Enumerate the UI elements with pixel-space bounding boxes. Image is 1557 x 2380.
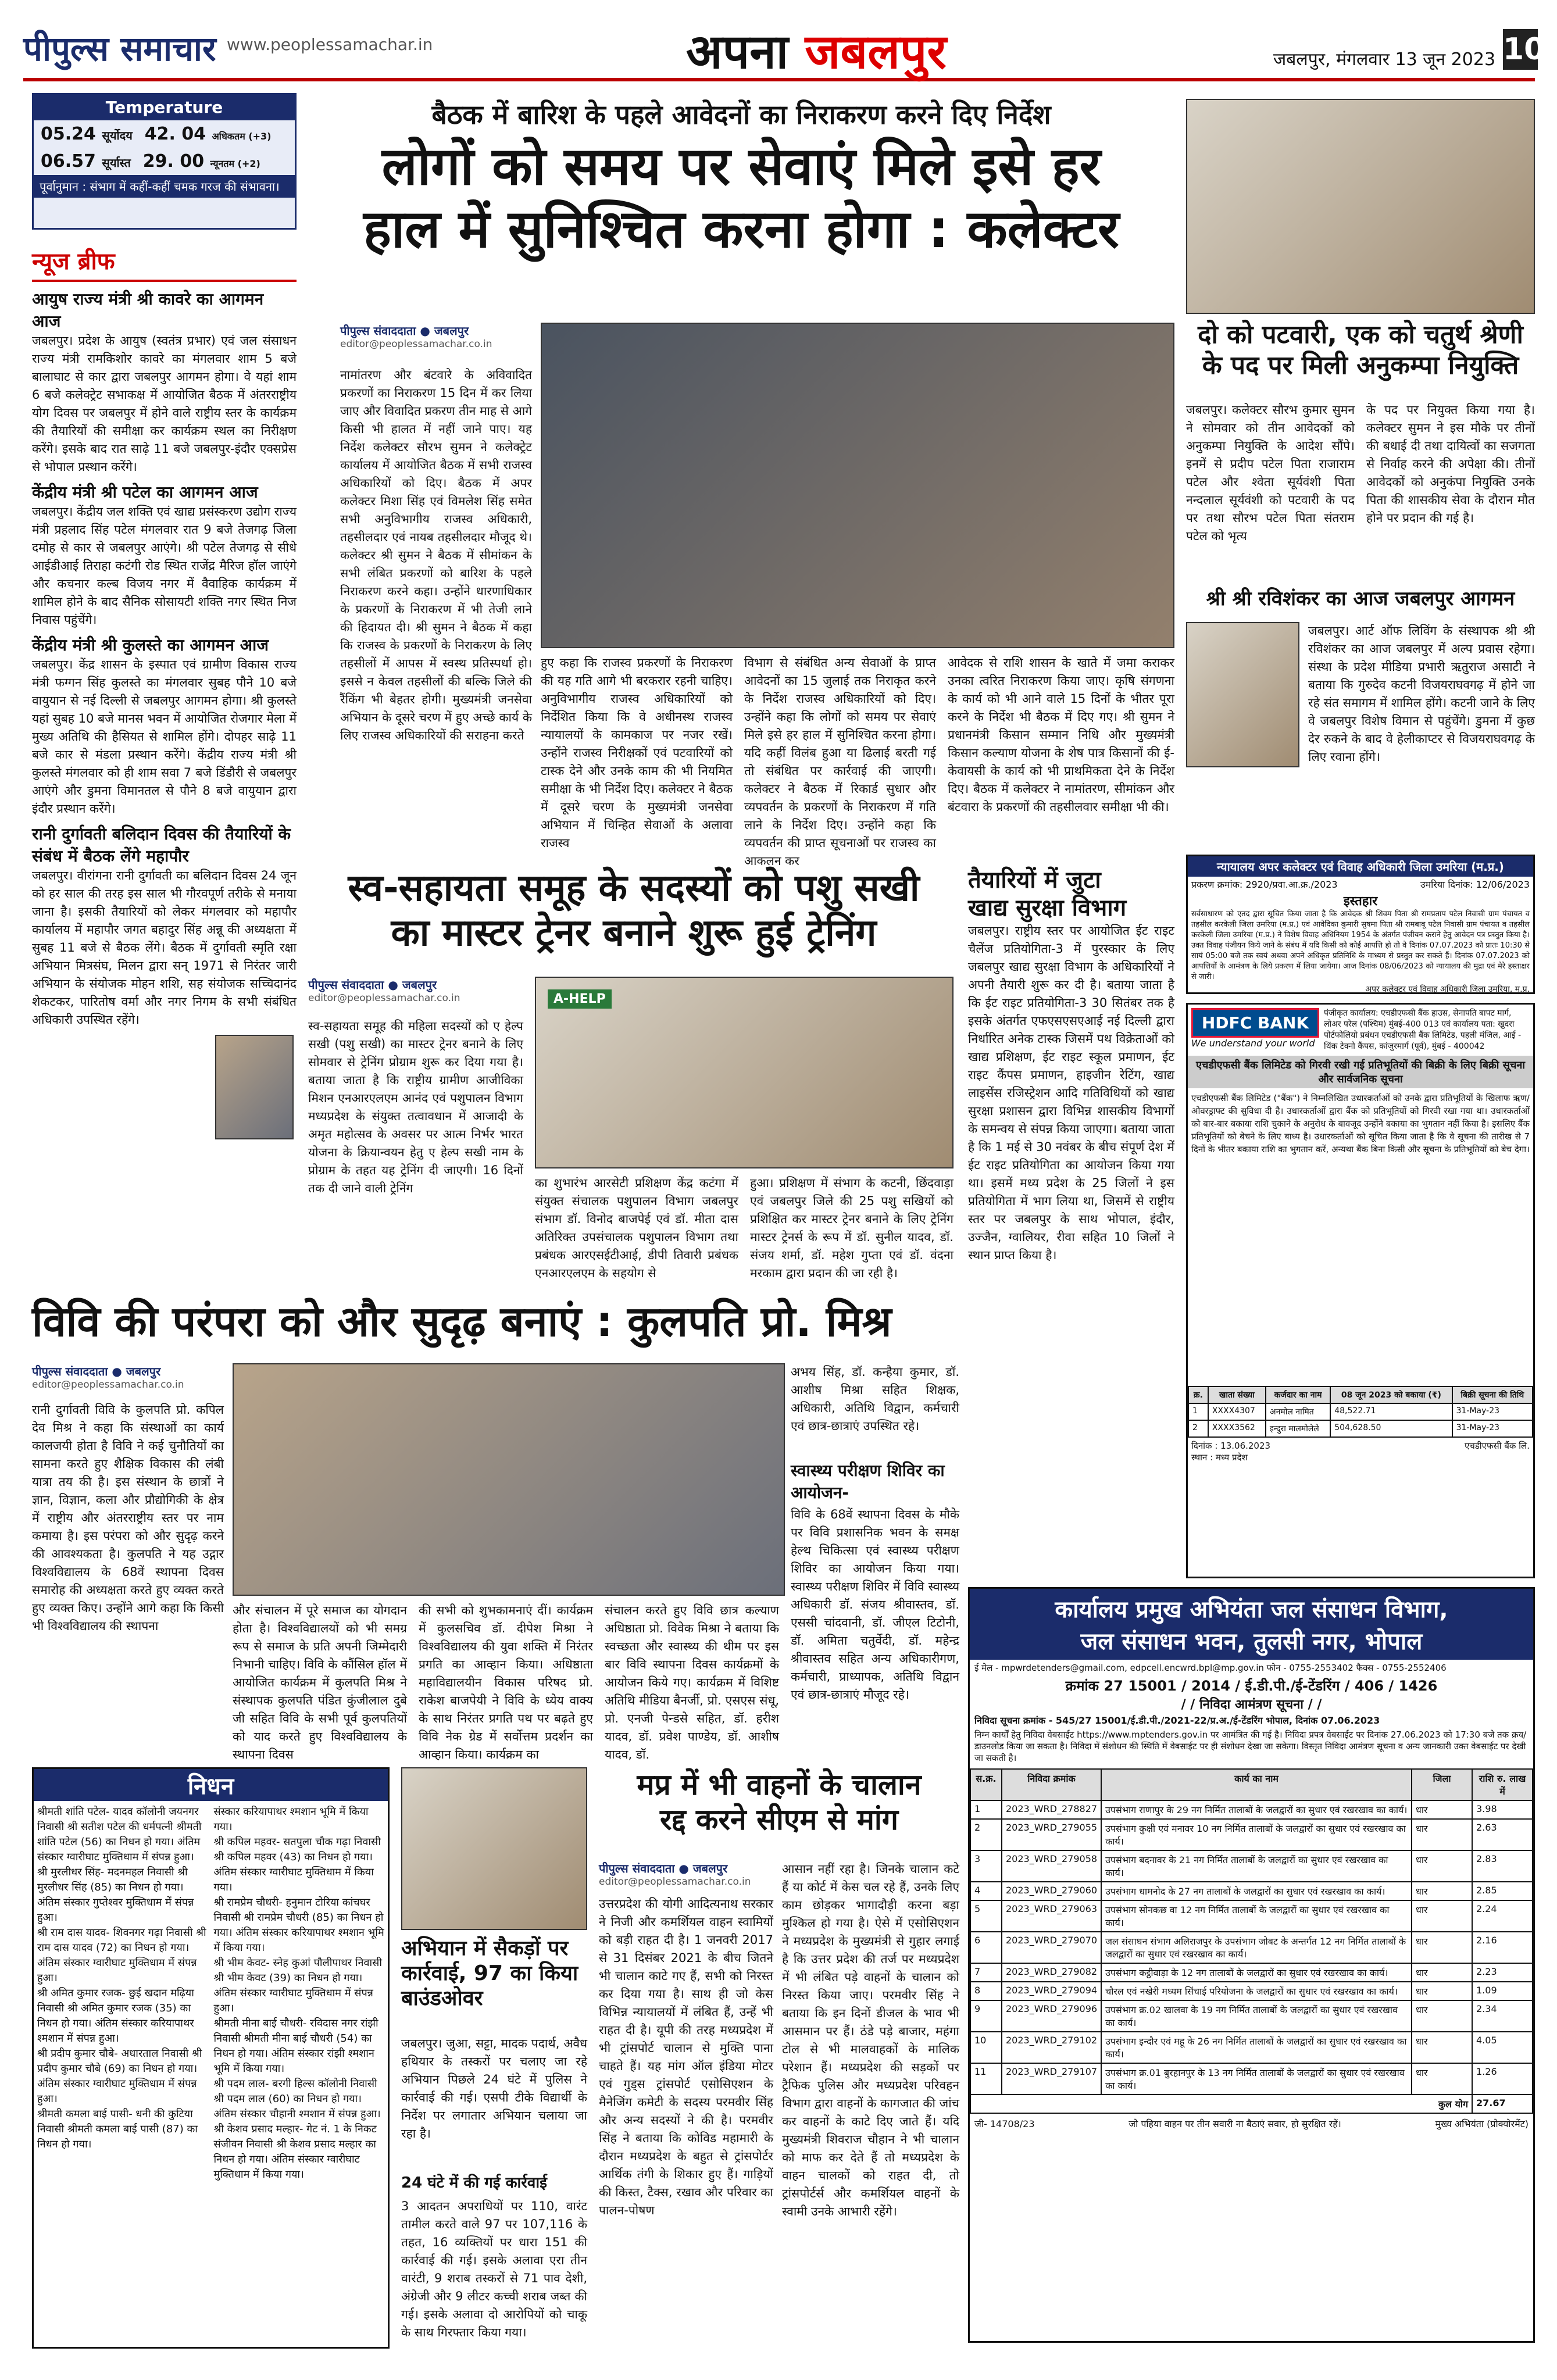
- obituary-item: संस्कार करियापाथर श्मशान भूमि में किया गया।: [213, 1806, 369, 1833]
- cell: 3.98: [1472, 1800, 1533, 1819]
- food-safety-story: [968, 866, 1174, 1527]
- website-link[interactable]: www.peoplessamachar.in: [227, 35, 433, 54]
- issue-date: जबलपुर, मंगलवार 13 जून 2023: [1273, 49, 1496, 70]
- cell: उपसंभाग सोनकछ वा 12 नग निर्मित तालाबों के जलद्वारों का सुधार एवं रखरखाव का कार्य।: [1101, 1900, 1412, 1932]
- email-link[interactable]: editor@peoplessamachar.co.in: [308, 992, 460, 1004]
- lead-story: [308, 99, 1174, 261]
- cell: 2023_WRD_279096: [1002, 2000, 1101, 2032]
- sunset-time: 06.57: [41, 151, 96, 171]
- hdfc-body: एचडीएफसी बैंक लिमिटेड ("बैंक") ने निम्नलिखित उधारकर्ताओं को उनके द्वारा प्रतिभूतियों के खिलाफ ऋण/ओवरड्राफ्ट की सुविधा दी है। उधारकर्ताओं द्वारा बैंक को प्रतिभूतियों को गिरवी रखा गया था। उधारकर्ताओं को बार-बार बकाया राशि चुकाने के अनुरोध के बावजूद उन्होंने बकाया का भुगतान नहीं किया है। इसलिए बैंक प्रतिभूतियों को बेचने के लिए बाध्य है। उधारकर्ताओं को सूचित किया जाता है कि वे सूचना की तारीख से 7 दिनों के भीतर बकाया राशि का भुगतान करें, अन्यथा बैंक बिना किसी और सूचना के प्रतिभूतियों को बेच देगा।: [1191, 1093, 1530, 1155]
- page-number: 10: [1503, 29, 1538, 70]
- tender-th: कार्य का नाम: [1101, 1769, 1412, 1800]
- obituary-item: श्रीमती शांति पटेल- यादव कॉलोनी जयनगर निवासी श्री सतीश पटेल की धर्मपत्नी श्रीमती शांति पटेल (56) का निधन हो गया। अंतिम संस्कार ग्वारीघाट मुक्तिधाम में संपन्न हुआ।: [37, 1806, 202, 1863]
- cell: 1.26: [1472, 2063, 1533, 2095]
- appointment-photo: [1186, 99, 1535, 314]
- obituary-item: श्रीमती मीना बाई चौधरी- रविदास नगर रांझी निवासी श्रीमती मीना बाई चौधरी (54) का निधन हो गया। अंतिम संस्कार रांझी श्मशान भूमि में किया गया।: [213, 2017, 378, 2075]
- cell: 2023_WRD_279082: [1002, 1963, 1101, 1982]
- cell: 11: [970, 2063, 1002, 2095]
- table-row: [970, 1963, 1533, 1982]
- email-link[interactable]: editor@peoplessamachar.co.in: [599, 1876, 751, 1888]
- tender-intro: निम्न कार्यों हेतु निविदा वेबसाईट https://www.mptenders.gov.in पर आमंत्रित की गई है। निविदा प्रपत्र वेबसाईट पर दिनांक 27.06.2023 को 17:30 बजे तक क्रय/डाउनलोड किया जा सकता है। निविदा में संशोधन की स्थिति में वेबसाईट पर ही संशोधन देखा जा सकेगा। विस्तृत निविदा आमंत्रण सूचना व अन्य जानकारी उक्त वेबसाईट पर देखी जा सकती है।: [974, 1729, 1527, 1763]
- obituary-item: श्री केशव प्रसाद मल्हार- गेट नं. 1 के निकट संजीवन निवासी श्री केशव प्रसाद मल्हार का निधन हो गया। अंतिम संस्कार ग्वारीघाट मुक्तिधाम में किया गया।: [213, 2123, 377, 2181]
- forecast: पूर्वानुमान : संभाग में कहीं-कहीं चमक गरज की संभावना।: [34, 175, 295, 198]
- temperature-box: [32, 93, 297, 230]
- obituary-item: श्री मुरलीधर सिंह- मदनमहल निवासी श्री मुरलीधर सिंह (85) का निधन हो गया। अंतिम संस्कार गुप्तेश्वर मुक्तिधाम में संपन्न हुआ।: [37, 1866, 194, 1924]
- max-temp: 42. 04: [144, 124, 206, 144]
- cell: धार: [1412, 1800, 1472, 1819]
- cell: 1: [970, 1800, 1002, 1819]
- hdfc-th: क्र.: [1188, 1386, 1208, 1403]
- brief-body: जबलपुर। वीरांगना रानी दुर्गावती का बलिदान दिवस 24 जून को हर साल की तरह इस साल भी गौरवपूर्ण तरीके से मनाया जाना है। इसकी तैयारियों को लेकर मंगलवार को महापौर कार्यालय में महापौर जगत बहादुर सिंह अन्नू की अध्यक्षता में सुबह 11 बजे से बैठक लेंगे। बैठक में दुर्गावती स्मृति रक्षा अभियान मित्रसंघ, मिलन द्वारा सन् 1971 से निरंतर जारी अभियान के संयोजक मोहन शशि, सह संयोजक सच्चिदानंद शेकटकर, पारितोष वर्मा और नगर निगम के सभी संबंधित अधिकारी उपस्थित रहेंगे।: [32, 869, 297, 1027]
- shg-col-1: स्व-सहायता समूह की महिला सदस्यों को ए हेल्प सखी (पशु सखी) का मास्टर ट्रेनर बनाने के लिए सोमवार से ट्रेनिंग प्रोग्राम शुरू कर दिया गया है। बताया जाता है कि राष्ट्रीय ग्रामीण आजीविका मिशन एनआरएलएम आनंद एवं पशुपालन विभाग मध्यप्रदेश के संयुक्त तत्वावधान में आजादी के अमृत महोत्सव के अवसर पर आत्म निर्भर भारत योजना के क्रियान्वयन हेतु ए हेल्प सखी नाम के प्रोग्राम के तहत यह ट्रेनिंग दी जाएगी। 16 दिनों तक दी जाने वाली ट्रेनिंग: [308, 1019, 523, 1195]
- cell: 2.63: [1472, 1819, 1533, 1850]
- cell: 2.23: [1472, 1963, 1533, 1982]
- ravishankar-headline: श्री श्री रविशंकर का आज जबलपुर आगमन: [1206, 587, 1515, 610]
- shg-story: [308, 866, 959, 956]
- hdfc-notice-title: एचडीएफसी बैंक लिमिटेड को गिरवी रखी गई प्रतिभूतियों की बिक्री के लिए बिक्री सूचना और सार्वजनिक सूचना: [1188, 1056, 1533, 1088]
- cell: उपसंभाग क्र.02 खालवा के 19 नग निर्मित तालाबों के जलद्वारों का सुधार एवं रखरखाव का कार्य।: [1101, 2000, 1412, 2032]
- cell: 2023_WRD_279055: [1002, 1819, 1101, 1850]
- case-number: प्रकरण क्रमांक: 2920/प्रवा.आ.क्र./2023: [1191, 879, 1338, 890]
- tender-th: निविदा क्रमांक: [1002, 1769, 1101, 1800]
- cell: धार: [1412, 1882, 1472, 1900]
- cell: 2023_WRD_279070: [1002, 1932, 1101, 1963]
- cell: धार: [1412, 1982, 1472, 2000]
- table-row: [970, 2063, 1533, 2095]
- lead-col-4: आवेदक से राशि शासन के खाते में जमा कराकर उनका त्वरित निराकरण किया जाए। कृषि संगणना के कार्य को भी आने वाले 15 दिनों के भीतर पूरा करने के निर्देश भी बैठक में दिए गए। श्री सुमन ने प्रधानमंत्री किसान सम्मान निधि और मुख्यमंत्री किसान कल्याण योजना के शेष पात्र किसानों की ई-केवायसी के कार्य को भी प्राथमिकता देने के निर्देश दिए। बैठक में कलेक्टर ने नामांतरण, सीमांकन और बंटवारा के प्रकरणों की तहसीलवार समीक्षा भी की।: [948, 656, 1174, 814]
- obituary-item: श्री अमित कुमार रजक- छुई खदान मढ़िया निवासी श्री अमित कुमार रजक (35) का निधन हो गया। अंतिम संस्कार करियापाथर श्मशान में संपन्न हुआ।: [37, 1987, 194, 2045]
- obituary-item: श्री कपिल महवर- सतपुला चौक गढ़ा निवासी श्री कपिल महवर (43) का निधन हो गया। अंतिम संस्कार ग्वारीघाट मुक्तिधाम में किया गया।: [213, 1836, 381, 1893]
- campaign-body-2: 3 आदतन अपराधियों पर 110, वारंट तामील करते वाले 97 पर 107,116 के तहत, 16 व्यक्तियों पर धारा 151 की कार्रवाई की गई। इसके अलावा एरा तीन वारंटी, 9 शराब तस्करों से 71 पाव देशी, अंग्रेजी और 9 लीटर कच्ची शराब जब्त की गई। इसके अलावा दो आरोपियों को चाकू के साथ गिरफ्तार किया गया।: [401, 2199, 587, 2339]
- mpr-story: [599, 1767, 959, 1837]
- sunrise-label: सूर्योदय: [102, 128, 133, 142]
- sunset-row: [34, 148, 295, 175]
- lead-byline-box: [340, 323, 549, 350]
- temperature-title: Temperature: [34, 95, 295, 120]
- tender-table: [970, 1768, 1533, 2114]
- obituary-item: श्रीमती कमला बाई पासी- धनी की कुटिया निवासी श्रीमती कमला बाई पासी (87) का निधन हो गया।: [37, 2108, 198, 2150]
- table-row: [1188, 1403, 1533, 1420]
- min-temp: 29. 00: [142, 151, 205, 171]
- total-label: कुल योग: [970, 2095, 1472, 2113]
- brief-headline: केंद्रीय मंत्री श्री पटेल का आगमन आज: [32, 483, 258, 502]
- vc-col-5: अभय सिंह, डॉ. कन्हैया कुमार, डॉ. आशीष मिश्रा सहित शिक्षक, अधिकारी, अतिथि विद्वान, कर्मचारी एवं छात्र-छात्राएं उपस्थित रहे।: [791, 1365, 959, 1433]
- cell: 2.24: [1472, 1900, 1533, 1932]
- brief-body: जबलपुर। प्रदेश के आयुष (स्वतंत्र प्रभार) एवं जल संसाधन राज्य मंत्री रामकिशोर कावरे का मंगलवार शाम 5 बजे बालाघाट से कार द्वारा जबलपुर आगमन होगा। वे यहां शाम 6 बजे कलेक्ट्रेट सभाकक्ष में आयोजित बैठक में अंतरराष्ट्रीय योग दिवस पर जबलपुर में होने वाले राष्ट्रीय स्तर के कार्यक्रम की तैयारियों की समीक्षा कर कार्यक्रम स्थल का निरीक्षण करेंगे। इसके बाद रात साढ़े 11 बजे जबलपुर-इंदौर एक्सप्रेस से भोपाल प्रस्थान करेंगे।: [32, 334, 297, 474]
- section-title: [686, 17, 947, 83]
- lead-kicker: बैठक में बारिश के पहले आवेदनों का निराकरण करने दिए निर्देश: [431, 99, 1051, 130]
- lead-col-2: हुए कहा कि राजस्व प्रकरणों के निराकरण की यह गति आगे भी बरकरार रहनी चाहिए। अनुविभागीय राजस्व अधिकारियों को निर्देशित किया कि वे अधीनस्थ राजस्व न्यायालयों के कामकाज पर नजर रखें। उन्होंने राजस्व निरीक्षकों एवं पटवारियों को टास्क देने और उनके काम की भी नियमित समीक्षा के भी निर्देश दिए। कलेक्टर ने बैठक में दूसरे चरण के मुख्यमंत्री जनसेवा अभियान में चिन्हित सेवाओं के अलावा राजस्व: [541, 656, 733, 850]
- hdfc-table: [1188, 1386, 1533, 1438]
- cell: 6: [970, 1932, 1002, 1963]
- cell: उपसंभाग इन्दौर एवं महू के 26 नग निर्मित तालाबों के जलद्वारों का सुधार एवं रखरखाव का कार्य।: [1101, 2032, 1412, 2063]
- mpr-headline-2: रद्द करने सीएम से मांग: [660, 1803, 898, 1836]
- cell: 9: [970, 2000, 1002, 2032]
- notice-title: इस्तहार: [1343, 894, 1378, 909]
- hdfc-notice: [1186, 1003, 1535, 1578]
- hdfc-cell: 48,522.71: [1330, 1403, 1452, 1420]
- ravishankar-photo: [1186, 622, 1299, 767]
- tender-th: जिला: [1412, 1769, 1472, 1800]
- shg-col-2: का शुभारंभ आरसेटी प्रशिक्षण केंद्र कटंगा में संयुक्त संचालक पशुपालन विभाग जबलपुर संभाग डॉ. विनोद बाजपेई एवं डॉ. मीता दास अतिरिक्त उपसंचालक पशुपालन विभाग तथा प्रबंधक आरएसईटीआई, डीपी तिवारी प्रबंधक एनआरएलएम के सहयोग से: [535, 1176, 738, 1280]
- cell: 2023_WRD_279107: [1002, 2063, 1101, 2095]
- tender-th: स.क्र.: [970, 1769, 1002, 1800]
- brief-body: जबलपुर। केंद्रीय जल शक्ति एवं खाद्य प्रसंस्करण उद्योग राज्य मंत्री प्रहलाद सिंह पटेल मंगलवार रात 9 बजे तेजगढ़ जिला दमोह से कार से जबलपुर आएंगे। श्री पटेल तेजगढ़ से सीधे आईडीआई तिराहा कटंगी रोड स्थित राजेंद्र मैरिज हॉल जाएंगे और कचनार कल्ब विजय नगर में वैवाहिक कार्यक्रम में शामिल होने के बाद सैनिक सोसायटी शक्ति नगर स्थित निज निवास पहुंचेंगे।: [32, 505, 297, 627]
- max-label: अधिकतम (+3): [212, 131, 272, 142]
- table-row: [970, 1882, 1533, 1900]
- hdfc-tagline: We understand your world: [1191, 1038, 1315, 1049]
- cell: धार: [1412, 2063, 1472, 2095]
- cell: धार: [1412, 1900, 1472, 1932]
- brief-headline: केंद्रीय मंत्री श्री कुलस्ते का आगमन आज: [32, 635, 269, 655]
- vc-col-1: रानी दुर्गावती विवि के कुलपति प्रो. कपिल देव मिश्र ने कहा कि संस्थाओं का कार्य कालजयी होता है विवि ने कई चुनौतियों का सामना करते हुए शैक्षिक विकास की लंबी यात्रा तय की है। इस संस्थान के छात्रों ने ज्ञान, विज्ञान, कला और प्रौद्योगिकी के क्षेत्र में राष्ट्रीय और अंतरराष्ट्रीय स्तर पर नाम कमाया है। इस परंपरा को और सुदृढ़ करने की आवश्यकता है। कुलपति ने यह उद्गार विश्वविद्यालय के 68वें स्थापना दिवस समारोह की अध्यक्षता करते हुए व्यक्त करते हुए व्यक्त किए। उन्होंने आगे कहा कि किसी भी विश्वविद्यालय की स्थापना: [32, 1403, 224, 1633]
- cell: उपसंभाग धामनोद के 27 नग तालाबों के जलद्वारों का सुधार एवं रखरखाव का कार्य।: [1101, 1882, 1412, 1900]
- hdfc-th: बिक्री सूचना की तिथि: [1452, 1386, 1533, 1403]
- shg-headline-2: का मास्टर ट्रेनर बनाने शुरू हुई ट्रेनिंग: [391, 911, 877, 955]
- tender-footer-right: मुख्य अभियंता (प्रोक्योरमेंट): [1435, 2118, 1529, 2129]
- hdfc-cell: इन्दुरा मालमोलेले: [1266, 1420, 1330, 1437]
- food-headline-1: तैयारियों में जुटा: [968, 867, 1101, 894]
- cell: धार: [1412, 2032, 1472, 2063]
- obituary-item: श्री पदम लाल- बरगी हिल्स कॉलोनी निवासी श्री पदम लाल (60) का निधन हो गया। अंतिम संस्कार चौहानी श्मशान में संपन्न हुआ।: [213, 2078, 381, 2120]
- suspect-photo: [401, 1767, 587, 1930]
- campaign-sub: 24 घंटे में की गई कार्रवाई: [401, 2174, 547, 2192]
- vc-col-4: संचालन करते हुए विवि छात्र कल्याण अधिष्ठाता प्रो. विवेक मिश्रा ने बताया कि स्वच्छता और स्वास्थ्य की थीम पर इस बार विवि स्थापना दिवस कार्यक्रमों के आयोजन किये गए। कार्यक्रम में विशिष्ट अतिथि मीडिया बैनर्जी, प्रो. एसएस संधू, प्रो. एनजी पेन्डसे सहित, डॉ. हरीश यादव, डॉ. प्रवेश पाण्डेय, डॉ. आशीष यादव, डॉ.: [605, 1603, 779, 1761]
- cell: उपसंभाग राणापुर के 29 नग निर्मित तालाबों के जलद्वारों का सुधार एवं रखरखाव का कार्य।: [1101, 1800, 1412, 1819]
- table-row: [970, 1819, 1533, 1850]
- cell: 2023_WRD_279058: [1002, 1850, 1101, 1882]
- table-row: [970, 2000, 1533, 2032]
- shg-headline-1: स्व-सहायता समूह के सदस्यों को पशु सखी: [348, 867, 920, 910]
- mpr-col-1: उत्तरप्रदेश की योगी आदित्यनाथ सरकार ने निजी और कमर्शियल वाहन स्वामियों को बड़ी राहत दी है। 1 जनवरी 2017 से 31 दिसंबर 2021 के बीच जितने भी चालान काटे गए हैं, सभी को निरस्त कर दिया गया है। साथ ही जो केस विभिन्न न्यायालयों में लंबित हैं, उन्हें भी राहत दी है। यूपी की तरह मध्यप्रदेश में भी ट्रांसपोर्ट चालान से मुक्ति पाना चाहते हैं। यह मांग ऑल इंडिया मोटर एवं गुड्स ट्रांसपोर्ट एसोसिएशन के मैनेजिंग कमेटी के सदस्य परमवीर सिंह और अन्य सदस्यों ने की है। परमवीर सिंह ने बताया कि कोविड महामारी के दौरान मध्यप्रदेश के बहुत से ट्रांसपोर्टर आर्थिक तंगी के शिकार हुए हैं। गाड़ियों की किस्त, टैक्स, रखाव और परिवार का पालन-पोषण: [599, 1897, 773, 2217]
- sunset-label: सूर्यास्त: [102, 156, 131, 170]
- cell: 2.34: [1472, 2000, 1533, 2032]
- cell: 1.09: [1472, 1982, 1533, 2000]
- newspaper-logo[interactable]: पीपुल्स समाचार: [23, 29, 216, 69]
- campaign-story: [401, 1936, 587, 2011]
- hdfc-date: दिनांक : 13.06.2023: [1191, 1441, 1271, 1451]
- obituary-item: श्री प्रदीप कुमार चौबे- अधारताल निवासी श्री प्रदीप कुमार चौबे (69) का निधन हो गया। अंतिम संस्कार ग्वारीघाट मुक्तिधाम में संपन्न हुआ।: [37, 2047, 202, 2105]
- news-brief: [32, 244, 297, 1349]
- section-title-a: अपना: [686, 24, 788, 80]
- cell: 7: [970, 1963, 1002, 1982]
- cell: 4.05: [1472, 2032, 1533, 2063]
- vc-headline: विवि की परंपरा को और सुदृढ़ बनाएं : कुलपति प्रो. मिश्र: [32, 1297, 892, 1346]
- hdfc-cell: अनमोल नामित: [1266, 1403, 1330, 1420]
- cell: उपसंभाग बदनावर के 21 नग निर्मित तालाबों के जलद्वारों का सुधार एवं रखरखाव का कार्य।: [1101, 1850, 1412, 1882]
- cell: जल संसाधन संभाग अलिराजपुर के उपसंभाग जोबट के अन्तर्गत 12 नग निर्मित तालाबों के जलद्वारों का सुधार एवं रखरखाव का कार्य।: [1101, 1932, 1412, 1963]
- health-camp-head: स्वास्थ्य परीक्षण शिविर का आयोजन-: [791, 1461, 945, 1502]
- obituary-item: श्री रामप्रेम चौधरी- हनुमान टोरिया कांचघर निवासी श्री रामप्रेम चौधरी (85) का निधन हो गया। अंतिम संस्कार करियापाथर श्मशान भूमि में किया गया।: [213, 1896, 384, 1954]
- news-brief-label: न्यूज ब्रीफ: [32, 248, 115, 275]
- cell: 5: [970, 1900, 1002, 1932]
- table-row: [970, 1800, 1533, 1819]
- cell: धार: [1412, 1963, 1472, 1982]
- hdfc-cell: 1: [1188, 1403, 1208, 1420]
- hdfc-cell: 31-May-23: [1452, 1420, 1533, 1437]
- lead-headline-1: लोगों को समय पर सेवाएं मिले इसे हर: [381, 136, 1101, 198]
- cell: 3: [970, 1850, 1002, 1882]
- section-title-b: जबलपुर: [805, 24, 947, 80]
- cell: 2.85: [1472, 1882, 1533, 1900]
- hdfc-cell: 2: [1188, 1420, 1208, 1437]
- tender-nit: / / निविदा आमंत्रण सूचना / /: [1181, 1698, 1322, 1712]
- tender-footer-left: जी- 14708/23: [974, 2118, 1035, 2129]
- hdfc-cell: XXXX4307: [1208, 1403, 1266, 1420]
- health-camp-body: विवि के 68वें स्थापना दिवस के मौके पर विवि प्रशासनिक भवन के समक्ष हेल्थ चिकित्सा एवं स्वास्थ्य परीक्षण शिविर का आयोजन किया गया। स्वास्थ्य परीक्षण शिविर में विवि स्वास्थ्य अधिकारी डॉ. संजय श्रीवास्तव, डॉ. एससी चांदवानी, डॉ. जीएल टिटोनी, डॉ. अमिता चतुर्वेदी, डॉ. महेन्द्र श्रीवास्तव सहित अन्य अधिकारीगण, कर्मचारी, प्राध्यापक, अतिथि विद्वान एवं छात्र-छात्राएं मौजूद रहे।: [791, 1507, 959, 1702]
- hdfc-th: 08 जून 2023 को बकाया (₹): [1330, 1386, 1452, 1403]
- ravishankar-body: जबलपुर। आर्ट ऑफ लिविंग के संस्थापक श्री श्री रविशंकर का आज जबलपुर में अल्प प्रवास रहेगा। संस्था के प्रदेश मीडिया प्रभारी ऋतुराज असाटी ने बताया कि गुरुदेव कटनी विजयराघवगढ़ में होने जा रहे संत समागम में शामिल होंगे। कटनी जाने के लिए वे जबलपुर विशेष विमान से पहुंचेंगे। डुमना में कुछ देर रुकने के बाद वे हेलीकाप्टर से विजयराघवगढ़ के लिए रवाना होंगे।: [1308, 624, 1535, 764]
- cell: 2023_WRD_279060: [1002, 1882, 1101, 1900]
- tender-contact: ई मेल - mpwrdetenders@gmail.com, edpcell.encwrd.bpl@mp.gov.in फोन - 0755-2553402 फैक्स - 0755-2552406: [974, 1663, 1447, 1673]
- notice-date: उमरिया दिनांक: 12/06/2023: [1420, 879, 1530, 890]
- vc-byline-box: [32, 1363, 230, 1391]
- news-brief-rule: [32, 280, 297, 282]
- brief-headline: रानी दुर्गावती बलिदान दिवस की तैयारियों के संबंध में बैठक लेंगे महापौर: [32, 824, 291, 866]
- training-photo: [535, 977, 954, 1168]
- tender-title-1: कार्यालय प्रमुख अभियंता जल संसाधन विभाग,: [1055, 1596, 1448, 1623]
- patwari-headline: दो को पटवारी, एक को चतुर्थ श्रेणी के पद पर मिली अनुकम्पा नियुक्ति: [1198, 320, 1523, 380]
- cell: धार: [1412, 1932, 1472, 1963]
- hdfc-th: कर्जदार का नाम: [1266, 1386, 1330, 1403]
- obituary-item: श्री भीम केवट- स्नेह कुआं पौलीपाथर निवासी श्री भीम केवट (39) का निधन हो गया। अंतिम संस्कार ग्वारीघाट मुक्तिधाम में संपन्न हुआ।: [213, 1957, 383, 2014]
- nidhan-title: निधन: [34, 1769, 388, 1801]
- lead-col-1: नामांतरण और बंटवारे के अविवादित प्रकरणों का निराकरण 15 दिन में कर लिया जाए और विवादित प्रकरण तीन माह से आगे किसी भी हालत में नहीं जाने पाए। यह निर्देश कलेक्टर सौरभ सुमन ने कलेक्ट्रेट कार्यालय में आयोजित बैठक में सभी राजस्व अधिकारियों को दिए। बैठक में अपर कलेक्टर मिशा सिंह एवं विमलेश सिंह समेत सभी अनुविभागीय राजस्व अधिकारी, तहसीलदार एवं नायब तहसीलदार मौजूद थे। कलेक्टर श्री सुमन ने बैठक में सीमांकन के सभी लंबित प्रकरणों को बारिश के पहले निराकरण करने कहा। उन्होंने धारणाधिकार के प्रकरणों के निराकरण में भी तेजी लाने की हिदायत दी। श्री सुमन ने बैठक में कहा कि राजस्व के प्रकरणों के निराकरण के लिए तहसीलों में आपस में स्वस्थ प्रतिस्पर्धा हो। इससे न केवल तहसीलों की बल्कि जिले की रैंकिंग भी बेहतर होगी। मुख्यमंत्री जनसेवा अभियान के दूसरे चरण में हुए अच्छे कार्य के लिए राजस्व अधिकारियों की सराहना करते: [340, 368, 532, 742]
- shg-byline-box: [308, 977, 517, 1004]
- cell: धार: [1412, 1850, 1472, 1882]
- email-link[interactable]: editor@peoplessamachar.co.in: [340, 338, 492, 350]
- sunrise-time: 05.24: [41, 124, 96, 144]
- notice-body: सर्वसाधारण को एतद द्वारा सूचित किया जाता है कि आवेदक श्री शिवम पिता श्री रामप्रताप पटेल निवासी ग्राम पंचायत व तहसील करकेली जिला उमरिया (म.प्र.) एवं आवेदिका कुमारी सुषमा पिता श्री रामबाबू पटेल निवासी ग्राम पंचायत व तहसील करकेली जिला उमरिया (म.प्र.) ने विशेष विवाह अधिनियम 1954 के अंतर्गत पंजीयन कराने हेतु आवेदन पत्र प्रस्तुत किया है। उक्त विवाह पंजीयन किये जाने के संबंध में यदि किसी को कोई आपत्ति हो तो वे दिनांक 07.07.2023 को प्रातः 10:30 से सायं 05:00 बजे तक स्वयं अथवा अपने अधिकृत प्रतिनिधि के माध्यम से प्रस्तुत कर सकते हैं। दिनांक 07.07.2023 को आपत्तियों के आमंत्रण के लिये प्रकरण में लिया जायेगा। आज दिनांक 08/06/2023 को न्यायालय की मुद्रा एवं मेरे हस्ताक्षर से जारी।: [1191, 910, 1530, 981]
- obituary-item: श्री राम दास यादव- शिवनगर गढ़ा निवासी श्री राम दास यादव (72) का निधन हो गया। अंतिम संस्कार ग्वारीघाट मुक्तिधाम में संपन्न हुआ।: [37, 1927, 206, 1984]
- cell: उपसंभाग कट्ठीवाड़ा के 12 नग तालाबों के जलद्वारों का सुधार एवं रखरखाव का कार्य।: [1101, 1963, 1412, 1982]
- masthead: [23, 12, 1545, 81]
- byline: पीपुल्स संवाददाता ● जबलपुर: [340, 324, 469, 338]
- hdfc-signoff: एचडीएफसी बैंक लि.: [1464, 1441, 1530, 1451]
- table-row: [1188, 1420, 1533, 1437]
- shg-col-3: हुआ। प्रशिक्षण में संभाग के कटनी, छिंदवाड़ा एवं जबलपुर जिले की 25 पशु सखियों को प्रशिक्षित कर मास्टर ट्रेनर बनाने के लिए ट्रेनिंग मास्टर ट्रेनर्स के रूप में डॉ. सुनील यादव, डॉ. संजय शर्मा, डॉ. महेश गुप्ता एवं डॉ. वंदना मरकाम द्वारा प्रदान की जा रही है।: [750, 1176, 954, 1280]
- table-row: [970, 1900, 1533, 1932]
- tender-notice: [968, 1587, 1535, 2343]
- cell: 2023_WRD_279063: [1002, 1900, 1101, 1932]
- notice-signature: अपर कलेक्टर एवं विवाह अधिकारी जिला उमरिया, म.प्र.: [1365, 985, 1530, 994]
- tender-footer-mid: जो पहिया वाहन पर तीन सवारी ना बैठाएं सवार, हो सुरक्षित रहें।: [1129, 2118, 1341, 2129]
- table-row: [970, 2032, 1533, 2063]
- mpr-headline-1: मप्र में भी वाहनों के चालान: [637, 1768, 922, 1802]
- a-help-banner: A-HELP: [548, 989, 612, 1009]
- cell: 4: [970, 1882, 1002, 1900]
- brief-body: जबलपुर। केंद्र शासन के इस्पात एवं ग्रामीण विकास राज्य मंत्री फग्गन सिंह कुलस्ते का मंगलवार सुबह पौने 10 बजे वायुयान से नई दिल्ली से जबलपुर आगमन होगा। श्री कुलस्ते यहां सुबह 10 बजे मानस भवन में आयोजित रोजगार मेला में मुख्य अतिथि की हैसियत से शामिल होंगे। दोपहर साढ़े 11 बजे कार से मंडला प्रस्थान करेंगे। केंद्रीय राज्य मंत्री श्री कुलस्ते मंगलवार को ही शाम सवा 7 बजे डिंडौरी से जबलपुर आएंगे और डुमना विमानतल से पौने 8 बजे वायुयान द्वारा इंदौर प्रस्थान करेंगे।: [32, 657, 297, 816]
- lead-col-3: विभाग से संबंधित अन्य सेवाओं के प्राप्त आवेदनों का 15 जुलाई तक निराकृत करने के निर्देश राजस्व अधिकारियों को दिए। उन्होंने कहा कि लोगों को समय पर सेवाएं मिले इसे हर हाल में सुनिश्चित करना होगा। यदि कहीं विलंब हुआ या ढिलाई बरती गई तो संबंधित पर कार्रवाई की जाएगी। कलेक्टर ने बैठक में रिकार्ड सुधार और व्यपवर्तन के प्रकरणों के निराकरण में गति लाने के निर्देश दिए। उन्होंने कहा कि व्यपवर्तन की प्राप्त सूचनाओं पर राजस्व का आकलन कर: [744, 656, 936, 868]
- byline: पीपुल्स संवाददाता ● जबलपुर: [308, 978, 437, 992]
- cell: धार: [1412, 2000, 1472, 2032]
- table-row: [970, 1982, 1533, 2000]
- cell: उपसंभाग क्र.01 बुरहानपुर के 13 नग निर्मित तालाबों के जलद्वारों का सुधार एवं रखरखाव का कार्य।: [1101, 2063, 1412, 2095]
- mayor-photo: [215, 1035, 294, 1139]
- brief-headline: आयुष राज्य मंत्री श्री कावरे का आगमन आज: [32, 290, 264, 331]
- cell: 8: [970, 1982, 1002, 2000]
- hdfc-th: खाता संख्या: [1208, 1386, 1266, 1403]
- meeting-photo: [541, 323, 1174, 648]
- tender-title-2: जल संसाधन भवन, तुलसी नगर, भोपाल: [1080, 1628, 1423, 1655]
- cell: चौरल एवं नखेरी मध्यम सिंचाई परियोजना के जलद्वारों का सुधार एवं रखरखाव का कार्य।: [1101, 1982, 1412, 2000]
- email-link[interactable]: editor@peoplessamachar.co.in: [32, 1379, 184, 1391]
- food-body: जबलपुर। राष्ट्रीय स्तर पर आयोजित ईट राइट चैलेंज प्रतियोगिता-3 में पुरस्कार के लिए जबलपुर खाद्य सुरक्षा विभाग के अधिकारियों ने अपनी तैयारी शुरू कर दी है। बताया जाता है कि ईट राइट प्रतियोगिता-3 30 सितंबर तक है इसके अंतर्गत एफएसएसएआई नई दिल्ली द्वारा निर्धारित अनेक टास्क जिसमें पथ विक्रेताओं को खाद्य प्रशिक्षण, ईट राइट स्कूल प्रमाणन, ईट राइट कैंपस प्रमाणन, हाइजीन रेटिंग, खाद्य लाइसेंस रजिस्ट्रेशन आदि गतिविधियों को खाद्य सुरक्षा प्रशासन द्वारा विभिन्न शासकीय विभागों के समन्वय से संपन्न किया जाएगा। बताया जाता है कि 1 मई से 30 नवंबर के बीच संपूर्ण देश में ईट राइट प्रतियोगिता का आयोजन किया गया था। इसमें मध्य प्रदेश के 25 जिलों ने इस प्रतियोगिता में भाग लिया था, जिसमें से राष्ट्रीय स्तर पर जबलपुर के साथ भोपाल, इंदौर, उज्जैन, ग्वालियर, रीवा सहित 10 जिलों ने स्थान प्राप्त किया है।: [968, 924, 1174, 1262]
- table-row: [970, 1932, 1533, 1963]
- total-value: 27.67: [1472, 2095, 1533, 2113]
- cell: 2.16: [1472, 1932, 1533, 1963]
- mpr-col-2: आसान नहीं रहा है। जिनके चालान कटे हैं या कोर्ट में केस चल रहे हैं, उनके लिए काम छोड़कर भागादौड़ी करना बड़ा मुश्किल हो गया है। ऐसे में एसोसिएशन ने मध्यप्रदेश के मुख्यमंत्री से गुहार लगाई है कि उत्तर प्रदेश की तर्ज पर मध्यप्रदेश में भी लंबित पड़े वाहनों के चालान को निरस्त किया जाए। परमवीर सिंह ने बताया कि इन दिनों डीजल के भाव भी आसमान पर हैं। ठंडे पड़े बाजार, महंगा टोल से भी मालवाहकों के मालिक परेशान हैं। मध्यप्रदेश की सड़कों पर ट्रैफिक पुलिस और मध्यप्रदेश परिवहन विभाग द्वारा वाहनों के कागजात की जांच कर वाहनों के काटे दिए जाते हैं। यदि मुख्यमंत्री शिवराज चौहान ने भी चालान को माफ कर देते हैं तो मध्यप्रदेश के वाहन चालकों को राहत दी, तो ट्रांसपोर्टर्स और कमर्शियल वाहनों के स्वामी उनके आभारी रहेंगे।: [782, 1862, 959, 2218]
- mpr-byline-box: [599, 1860, 773, 1888]
- byline: पीपुल्स संवाददाता ● जबलपुर: [32, 1364, 161, 1378]
- court-notice: [1186, 855, 1535, 994]
- campaign-body: जबलपुर। जुआ, सट्टा, मादक पदार्थ, अवैध हथियार के तस्करों पर चलाए जा रहे अभियान पिछले 24 घंटे में पुलिस ने कार्रवाई की गई। एसपी टीके विद्यार्थी के निर्देश पर लगातार अभियान चलाया जा रहा है।: [401, 2036, 587, 2140]
- hdfc-cell: 504,628.50: [1330, 1420, 1452, 1437]
- hdfc-address: पंजीकृत कार्यालय: एचडीएफसी बैंक हाउस, सेनापति बापट मार्ग, लोअर परेल (पश्चिम) मुंबई-400 013 एवं कार्यालय पता: खुदरा पोर्टफोलियो प्रबंधन एचडीएफसी बैंक लिमिटेड, पहली मंजिल, आई - थिंक टेक्नो कैंपस, कांजुरमार्ग (पूर्व), मुंबई - 400042: [1324, 1009, 1522, 1051]
- min-label: न्यूनतम (+2): [210, 158, 260, 169]
- table-row: [970, 1850, 1533, 1882]
- hdfc-place: स्थान : मध्य प्रदेश: [1191, 1452, 1248, 1463]
- patwari-col-1: जबलपुर। कलेक्टर सौरभ कुमार सुमन ने सोमवार को तीन आवेदकों को अनुकम्पा नियुक्ति के आदेश सौंपे। इनमें से प्रदीप पटेल पिता राजाराम पटेल और श्वेता सूर्यवंशी पिता नन्दलाल सूर्यवंशी को पटवारी के पद पर तथा सौरभ पटेल पिता संतराम पटेल को भृत्य: [1186, 403, 1355, 543]
- hdfc-cell: XXXX3562: [1208, 1420, 1266, 1437]
- tender-ref: क्रमांक 27 15001 / 2014 / ई.डी.पी./ई-टेंडरिंग / 406 / 1426: [1065, 1678, 1438, 1694]
- hdfc-logo: HDFC BANK: [1191, 1008, 1319, 1038]
- cell: उपसंभाग कुक्षी एवं मनावर 10 नग निर्मित तालाबों के जलद्वारों का सुधार एवं रखरखाव का कार्य।: [1101, 1819, 1412, 1850]
- vc-col-2: और संचालन में पूरे समाज का योगदान होता है। विश्वविद्यालयों को भी समग्र रूप से समाज के प्रति अपनी जिम्मेदारी निभानी चाहिए। विवि के कौंसिल हॉल में आयोजित कार्यक्रम में कुलपति मिश्र ने संस्थापक कुलपति पंडित कुंजीलाल दुबे जी सहित विवि के सभी पूर्व कुलपतियों को याद करते हुए विश्वविद्यालय के स्थापना दिवस: [233, 1603, 407, 1761]
- campaign-headline: अभियान में सैकड़ों पर कार्रवाई, 97 का किया बाउंडओवर: [401, 1936, 578, 2011]
- tender-th: राशि रु. लाख में: [1472, 1769, 1533, 1800]
- hdfc-cell: 31-May-23: [1452, 1403, 1533, 1420]
- total-row: [970, 2095, 1533, 2113]
- vc-col-3: की सभी को शुभकामनाएं दीं। कार्यक्रम में कुलसचिव डॉ. दीपेश मिश्रा ने विश्वविद्यालय की युवा शक्ति में निरंतर प्रगति का आव्हान किया। अधिष्ठाता महाविद्यालयीन विकास परिषद प्रो. राकेश बाजपेयी ने विवि के ध्येय वाक्य के साथ निरंतर प्रगति पथ पर बढ़ते हुए विवि नेक ग्रेड में सर्वोत्तम प्रदर्शन का आव्हान किया। कार्यक्रम का: [419, 1603, 593, 1761]
- cell: 2023_WRD_279102: [1002, 2032, 1101, 2063]
- byline: पीपुल्स संवाददाता ● जबलपुर: [599, 1861, 728, 1875]
- cell: 2023_WRD_279094: [1002, 1982, 1101, 2000]
- cell: धार: [1412, 1819, 1472, 1850]
- cell: 2023_WRD_278827: [1002, 1800, 1101, 1819]
- vc-photo: [233, 1363, 785, 1596]
- lead-headline-2: हाल में सुनिश्चित करना होगा : कलेक्टर: [363, 199, 1119, 260]
- food-headline-2: खाद्य सुरक्षा विभाग: [968, 895, 1127, 921]
- nidhan-box: [32, 1767, 390, 2349]
- cell: 2.83: [1472, 1850, 1533, 1882]
- sunrise-row: [34, 120, 295, 148]
- patwari-col-2: के पद पर नियुक्त किया गया है। कलेक्टर सुमन ने इस मौके पर तीनों की बधाई दी तथा दायित्वों का सजगता से निर्वाह करने की अपेक्षा की। तीनों आवेदकों को अनुकंपा नियुक्ति उनके पिता की शासकीय सेवा के दौरान मौत होने पर प्रदान की गई है।: [1366, 403, 1535, 525]
- cell: 10: [970, 2032, 1002, 2063]
- court-notice-header: न्यायालय अपर कलेक्टर एवं विवाह अधिकारी जिला उमरिया (म.प्र.): [1188, 856, 1533, 877]
- cell: 2: [970, 1819, 1002, 1850]
- tender-date-line: निविदा सूचना क्रमांक - 545/27 15001/ई.डी.पी./2021-22/प्र.अ./ई-टेंडरिंग भोपाल, दिनांक 07.06.2023: [974, 1715, 1380, 1726]
